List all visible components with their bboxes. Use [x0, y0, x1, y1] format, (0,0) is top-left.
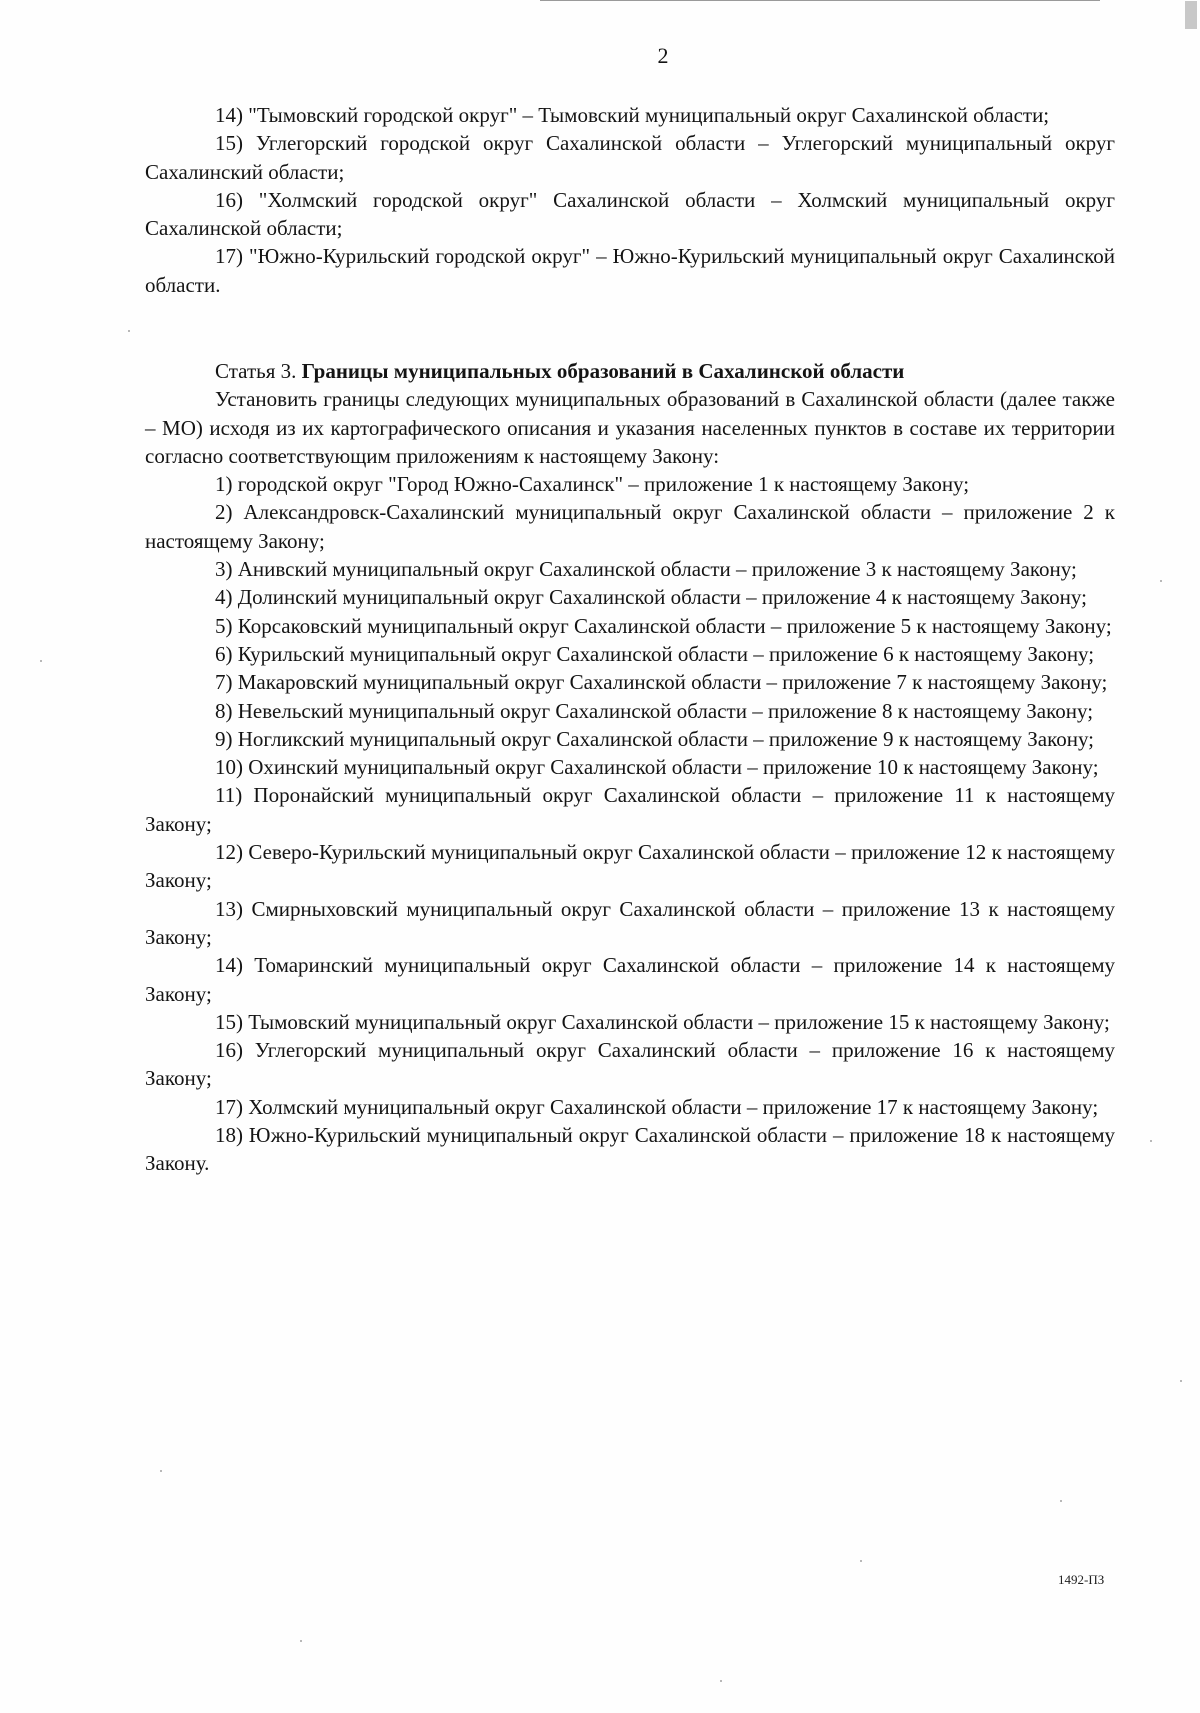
list-item: 14) "Тымовский городской округ" – Тымовский муниципальный округ Сахалинской области;: [215, 103, 1050, 127]
scan-speck: [1060, 1500, 1062, 1502]
list-item: 6) Курильский муниципальный округ Сахалинской области – приложение 6 к настоящему Закону;: [215, 641, 1095, 666]
list-item: 1) городской округ "Город Южно-Сахалинск" – приложение 1 к настоящему Закону;: [215, 472, 970, 497]
article-intro: Установить границы следующих муниципальных образований в Сахалинской области (далее также – МО) исходя из их картографического описания и указания населенных пунктов в составе их территории согласно соответствующим приложениям к настоящему Закону:: [145, 387, 1115, 468]
list-item: 8) Невельский муниципальный округ Сахалинской области – приложение 8 к настоящему Закону;: [215, 698, 1094, 723]
list-item: 11) Поронайский муниципальный округ Сахалинской области – приложение 11 к настоящему Закону;: [145, 783, 1115, 836]
list-item: 10) Охинский муниципальный округ Сахалинской области – приложение 10 к настоящему Закону;: [215, 755, 1099, 780]
list-item: 15) Углегорский городской округ Сахалинской области – Углегорский муниципальный округ Сахалинский области;: [145, 131, 1115, 184]
list-item: 3) Анивский муниципальный округ Сахалинской области – приложение 3 к настоящему Закону;: [215, 557, 1077, 582]
list-item: 4) Долинский муниципальный округ Сахалинской области – приложение 4 к настоящему Закону;: [215, 585, 1087, 610]
list-item: 5) Корсаковский муниципальный округ Сахалинской области – приложение 5 к настоящему Закону;: [215, 613, 1112, 638]
list-item: 18) Южно-Курильский муниципальный округ Сахалинской области – приложение 18 к настоящему Закону.: [145, 1123, 1115, 1176]
scan-speck: [860, 1560, 862, 1562]
list-item: 17) Холмский муниципальный округ Сахалинской области – приложение 17 к настоящему Закону;: [215, 1094, 1099, 1119]
scan-speck: [160, 1470, 162, 1472]
scan-speck: [1150, 1140, 1152, 1142]
scan-speck: [128, 330, 130, 332]
list-item: 16) Углегорский муниципальный округ Сахалинский области – приложение 16 к настоящему Закону;: [145, 1038, 1115, 1091]
list-item: 7) Макаровский муниципальный округ Сахалинской области – приложение 7 к настоящему Закону;: [215, 670, 1108, 695]
scan-speck: [1180, 1380, 1182, 1382]
list-item: 16) "Холмский городской округ" Сахалинской области – Холмский муниципальный округ Сахалинской области;: [145, 187, 1115, 241]
page-number: 2: [657, 43, 669, 68]
list-item: 9) Ногликский муниципальный округ Сахалинской области – приложение 9 к настоящему Закону;: [215, 726, 1095, 751]
article-title: Границы муниципальных образований в Сахалинской области: [301, 359, 905, 383]
list-continuation: [145, 101, 1115, 299]
scan-speck: [1160, 580, 1162, 582]
scan-speck: [720, 1680, 722, 1682]
scan-speck: [300, 1640, 302, 1642]
article-3: [145, 357, 1115, 1178]
list-item: 12) Северо-Курильский муниципальный округ Сахалинской области – приложение 12 к настоящему Закону;: [145, 840, 1115, 893]
list-item: 15) Тымовский муниципальный округ Сахалинской области – приложение 15 к настоящему Закону;: [215, 1009, 1110, 1034]
scan-speck: [40, 660, 42, 662]
document-code: 1492-ПЗ: [1058, 1572, 1105, 1587]
scan-edge-line: [1185, 1, 1197, 29]
article-heading: [145, 357, 1115, 385]
scan-edge-line: [540, 0, 1100, 1]
list-item: 13) Смирныховский муниципальный округ Сахалинской области – приложение 13 к настоящему Закону;: [145, 896, 1115, 949]
list-item: 17) "Южно-Курильский городской округ" – Южно-Курильский муниципальный округ Сахалинской области.: [145, 244, 1115, 297]
article-label: Статья 3.: [215, 359, 297, 383]
list-item: 14) Томаринский муниципальный округ Сахалинской области – приложение 14 к настоящему Закону;: [145, 953, 1115, 1006]
list-item: 2) Александровск-Сахалинский муниципальный округ Сахалинской области – приложение 2 к настоящему Закону;: [145, 500, 1115, 553]
